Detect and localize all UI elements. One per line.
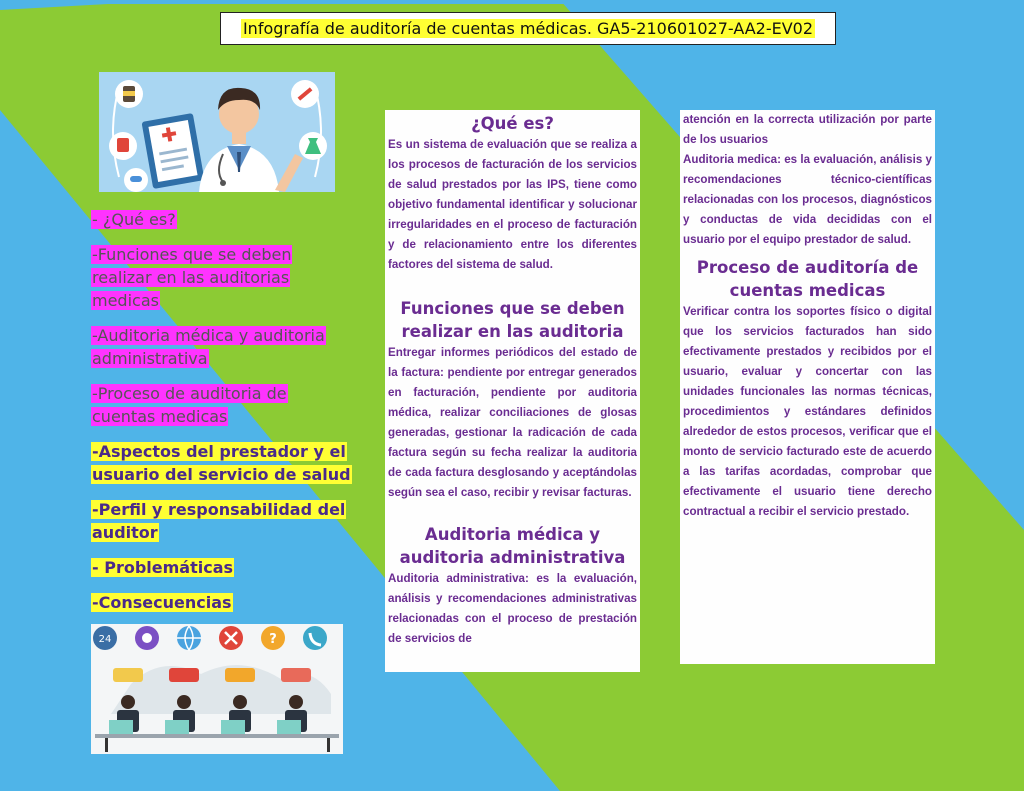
section-text-auditoria-administrativa: Auditoria administrativa: es la evaluación, análisis y recomendaciones administrativas relacionadas con el proceso de prestación de servicios de <box>388 572 637 645</box>
content-panel-left <box>385 110 640 672</box>
menu-item-auditoria-medica[interactable] <box>91 324 353 370</box>
menu-item-consecuencias[interactable] <box>91 591 353 614</box>
menu-item-label: - ¿Qué es? <box>92 210 176 229</box>
question-icon <box>261 626 285 650</box>
medicine-bottle-icon <box>115 80 143 108</box>
blood-bag-icon <box>109 132 137 160</box>
section-text-que-es: Es un sistema de evaluación que se realiza a los procesos de facturación de los servicios de salud prestados por las IPS, tiene como objetivo fundamental identificar y solucionar irregularidades en el proceso de facturación y de relacionamiento entre los diferentes factores del sistema de salud. <box>388 138 637 271</box>
flask-icon <box>299 132 327 160</box>
content-panel-right <box>680 110 935 664</box>
section-title-funciones: Funciones que se deben realizar en las auditoria <box>400 299 625 341</box>
page-title: Infografía de auditoría de cuentas médicas. GA5-210601027-AA2-EV02 <box>242 19 814 38</box>
svg-text:?: ? <box>269 632 277 647</box>
menu-item-aspectos[interactable] <box>91 440 353 486</box>
section-title-que-es: ¿Qué es? <box>471 114 554 133</box>
phone-icon <box>303 626 327 650</box>
menu-item-label: -Consecuencias <box>92 593 232 612</box>
menu-item-perfil[interactable] <box>91 498 353 544</box>
menu-item-proceso[interactable] <box>91 382 353 428</box>
gears-icon <box>135 626 159 650</box>
menu-item-funciones[interactable] <box>91 243 353 312</box>
menu-item-label: -Auditoria médica y auditoria administrativa <box>92 326 325 368</box>
tools-icon <box>219 626 243 650</box>
globe-icon <box>177 626 201 650</box>
section-text-auditoria-medica: Auditoria medica: es la evaluación, análisis y recomendaciones técnico-científicas relacionadas con los procesos, diagnósticos y conductas de vida decididas con el usuario por el equipo prestador de salud. <box>683 153 932 246</box>
menu-item-label: -Proceso de auditoria de cuentas medicas <box>92 384 287 426</box>
doctor-illustration <box>99 72 335 192</box>
menu-item-label: -Funciones que se deben realizar en las auditorias medicas <box>92 245 292 310</box>
section-text-funciones: Entregar informes periódicos del estado de la factura: pendiente por entregar generados en facturación, pendiente por auditoria médica, realizar conciliaciones de glosas generadas, gestionar la radicación de cada factura según su fecha realizar la auditoria de cada factura desglosando y aceptándolas según sea el caso, recibir y revisar facturas. <box>388 346 637 499</box>
section-text-proceso: Verificar contra los soportes físico o digital que los servicios facturados han sido efectivamente prestados y recibidos por el usuario, evaluar y concertar con las unidades funcionales las normas técnicas, procedimientos y estándares definidos alrededor de estos procesos, verificar que el monto de servicio facturado este de acuerdo a las tarifas acordadas, comprobar que efectivamente el usuario tiene derecho contractual a recibir el servicio prestado. <box>683 305 932 518</box>
topics-menu <box>91 208 353 626</box>
pills-icon <box>124 168 148 192</box>
section-text-continuation: atención en la correcta utilización por parte de los usuarios <box>683 113 932 146</box>
clock-24-icon <box>93 626 117 650</box>
section-title-proceso: Proceso de auditoría de cuentas medicas <box>696 258 919 300</box>
page-title-box <box>220 12 836 45</box>
section-title-auditoria: Auditoria médica y auditoria administrativa <box>399 525 626 567</box>
menu-item-label: - Problemáticas <box>92 558 234 577</box>
menu-item-label: -Perfil y responsabilidad del auditor <box>92 500 346 542</box>
svg-text:24: 24 <box>98 634 112 645</box>
menu-item-problematicas[interactable] <box>91 556 353 579</box>
syringe-icon <box>291 80 319 108</box>
menu-item-label: -Aspectos del prestador y el usuario del servicio de salud <box>92 442 351 484</box>
menu-item-que-es[interactable] <box>91 208 353 231</box>
call-agent-illustration <box>91 624 343 754</box>
